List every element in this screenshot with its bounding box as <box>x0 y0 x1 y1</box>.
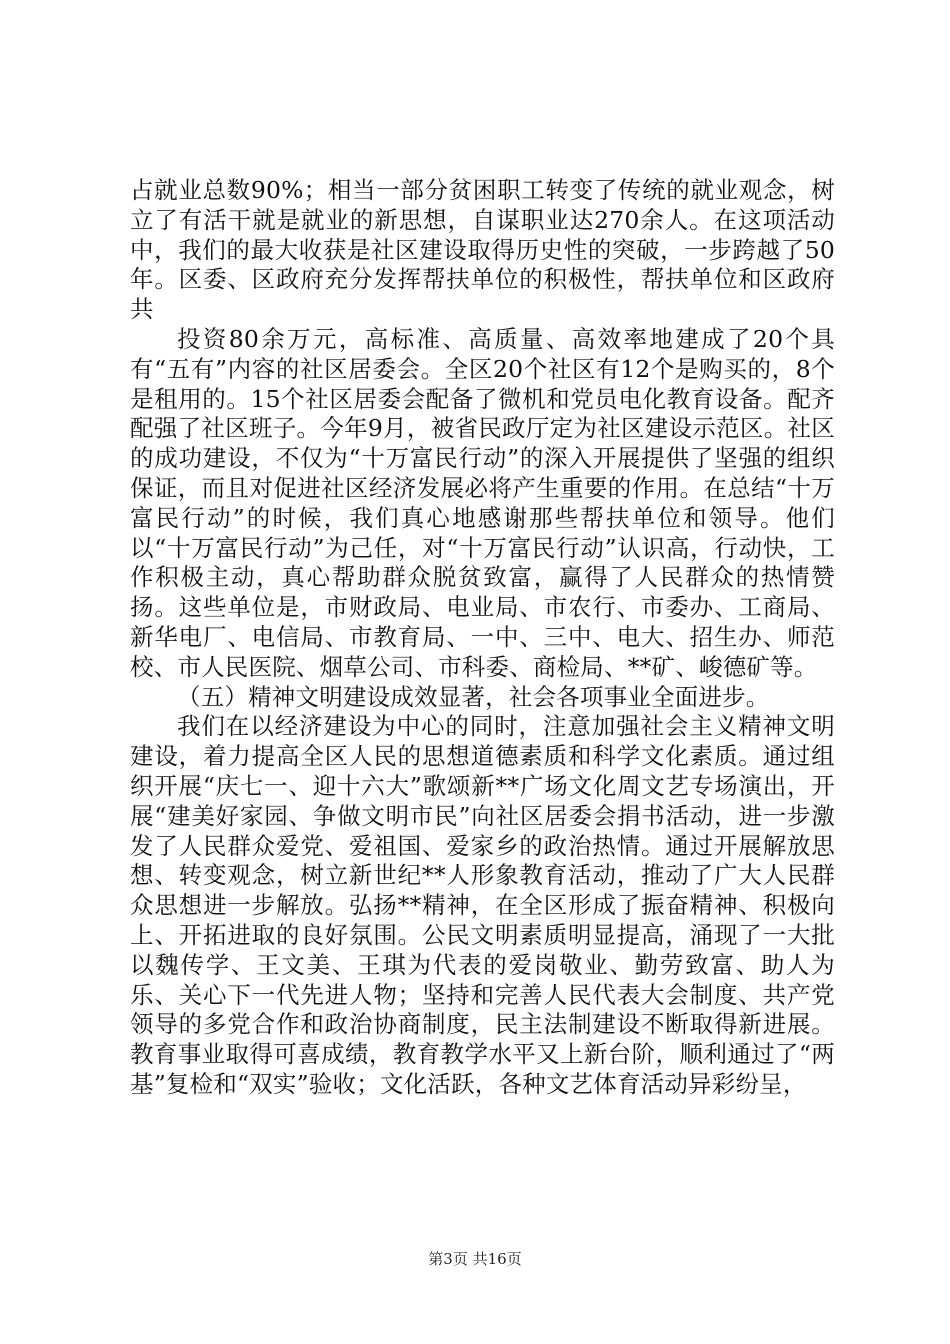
paragraph-continuation: 占就业总数90%；相当一部分贫困职工转变了传统的就业观念，树立了有活干就是就业的新思想，自谋职业达270余人。在这项活动中，我们的最大收获是社区建设取得历史性的突破，一步跨越了50年。区委、区政府充分发挥帮扶单位的积极性，帮扶单位和区政府共 <box>130 176 835 324</box>
page-number-footer: 第3页 共16页 <box>428 1250 522 1268</box>
document-body <box>130 176 835 1100</box>
paragraph-investment: 投资80余万元，高标准、高质量、高效率地建成了20个具有“五有”内容的社区居委会。全区20个社区有12个是购买的，8个是租用的。15个社区居委会配备了微机和党员电化教育设备。配齐配强了社区班子。今年9月，被省民政厅定为社区建设示范区。社区的成功建设，不仅为“十万富民行动”的深入开展提供了坚强的组织保证，而且对促进社区经济发展必将产生重要的作用。在总结“十万富民行动”的时候，我们真心地感谢那些帮扶单位和领导。他们以“十万富民行动”为己任，对“十万富民行动”认识高，行动快，工作积极主动，真心帮助群众脱贫致富，赢得了人民群众的热情赞扬。这些单位是，市财政局、电业局、市农行、市委办、工商局、新华电厂、电信局、市教育局、一中、三中、电大、招生办、师范校、市人民医院、烟草公司、市科委、商检局、**矿、峻德矿等。 <box>130 324 835 681</box>
section-heading-five: （五）精神文明建设成效显著，社会各项事业全面进步。 <box>177 682 770 711</box>
paragraph-spiritual-civilization: 我们在以经济建设为中心的同时，注意加强社会主义精神文明建设，着力提高全区人民的思想道德素质和科学文化素质。通过组织开展“庆七一、迎十六大”歌颂新**广场文化周文艺专场演出，开展“建美好家园、争做文明市民”向社区居委会捐书活动，进一步激发了人民群众爱党、爱祖国、爱家乡的政治热情。通过开展解放思想、转变观念，树立新世纪**人形象教育活动，推动了广大人民群众思想进一步解放。弘扬**精神，在全区形成了振奋精神、积极向上、开拓进取的良好氛围。公民文明素质明显提高，涌现了一大批以魏传学、王文美、王琪为代表的爱岗敬业、勤劳致富、助人为乐、关心下一代先进人物；坚持和完善人民代表大会制度、共产党领导的多党合作和政治协商制度，民主法制建设不断取得新进展。教育事业取得可喜成绩，教育教学水平又上新台阶，顺利通过了“两基”复检和“双实”验收；文化活跃，各种文艺体育活动异彩纷呈， <box>130 712 835 1098</box>
